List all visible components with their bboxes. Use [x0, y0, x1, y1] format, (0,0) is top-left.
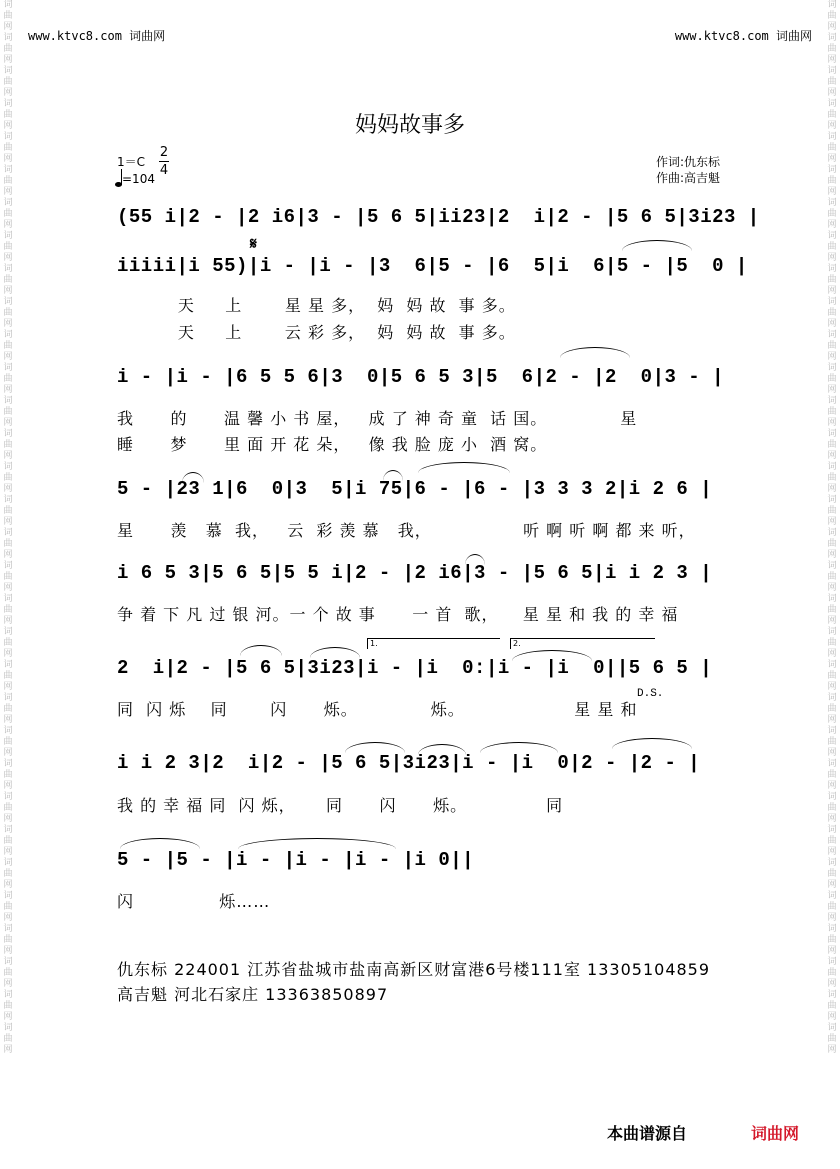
- slur: [418, 744, 466, 755]
- lyric-line-4: 争 着 下 凡 过 银 河。一 个 故 事 一 首 歌， 星 星 和 我 的 幸 福: [117, 605, 679, 624]
- slur: [418, 462, 510, 473]
- dal-segno-marking: D.S.: [637, 688, 664, 700]
- slur: [622, 240, 692, 251]
- footer-source-label: 本曲谱源自: [607, 1124, 688, 1143]
- lyricist-credit: 作词:仇东标: [656, 155, 721, 169]
- slur: [612, 738, 692, 749]
- slur: [512, 650, 592, 661]
- address-line-composer: 高吉魁 河北石家庄 13363850897: [117, 985, 389, 1004]
- slur: [383, 470, 403, 481]
- staff-line-7: i i 2 3|2 i|2 - |5 6 5|3i23|i - |i 0|2 - |2 - |: [117, 752, 701, 774]
- slur: [238, 838, 396, 849]
- staff-line-8: 5 - |5 - |i - |i - |i - |i 0||: [117, 849, 475, 871]
- footer-site-link[interactable]: 词曲网: [751, 1124, 800, 1143]
- slur: [310, 647, 360, 658]
- lyric-line-6: 我 的 幸 福 同 闪 烁， 同 闪 烁。 同: [117, 796, 564, 815]
- quarter-note-icon: [115, 182, 122, 187]
- time-signature-top: 2: [159, 145, 169, 160]
- lyric-line-3: 星 羡 慕 我， 云 彩 羡 慕 我， 听 啊 听 啊 都 来 听，: [117, 521, 696, 540]
- staff-line-1: (55 i|2 - |2 i6|3 - |5 6 5|ii23|2 i|2 - |5 6 5|3i23 |: [117, 206, 760, 228]
- volta-bracket-2: 2.: [510, 638, 655, 649]
- lyric-line-2b: 睡 梦 里 面 开 花 朵， 像 我 脸 庞 小 酒 窝。: [117, 435, 548, 454]
- side-watermark-right: 词曲网词曲网词曲网词曲网词曲网词曲网词曲网词曲网词曲网词曲网词曲网词曲网词曲网词曲网词曲网词曲网词曲网词曲网词曲网词曲网词曲网词曲网词曲网词曲网词曲网词曲网词曲网词曲网词曲网词曲网词曲网词曲网: [827, 0, 837, 1055]
- staff-line-6: 2 i|2 - |5 6 5|3i23|i - |i 0:|i - |i 0||5 6 5 |: [117, 657, 713, 679]
- staff-line-5: i 6 5 3|5 6 5|5 5 i|2 - |2 i6|3 - |5 6 5|i i 2 3 |: [117, 562, 713, 584]
- header-watermark-right: www.ktvc8.com 词曲网: [674, 29, 812, 43]
- slur: [465, 554, 485, 565]
- song-title: 妈妈故事多: [354, 113, 465, 138]
- slur: [240, 645, 282, 656]
- staff-line-3: i - |i - |6 5 5 6|3 0|5 6 5 3|5 6|2 - |2 0|3 - |: [117, 366, 724, 388]
- side-watermark-left: 词曲网词曲网词曲网词曲网词曲网词曲网词曲网词曲网词曲网词曲网词曲网词曲网词曲网词曲网词曲网词曲网词曲网词曲网词曲网词曲网词曲网词曲网词曲网词曲网词曲网词曲网词曲网词曲网词曲网词曲网词曲网词曲网: [3, 0, 13, 1055]
- tempo-marking: [115, 172, 155, 187]
- staff-line-2: iiiii|i 55)|i - |i - |3 6|5 - |6 5|i 6|5 - |5 0 |: [117, 255, 748, 277]
- key-signature: 1＝C: [117, 155, 146, 169]
- slur: [480, 742, 558, 753]
- slur: [182, 472, 204, 483]
- time-signature-bottom: 4: [159, 163, 169, 178]
- time-signature: [159, 145, 169, 178]
- slur: [120, 838, 200, 849]
- lyric-line-1b: 天 上 云 彩 多， 妈 妈 故 事 多。: [117, 323, 516, 342]
- lyric-line-1a: 天 上 星 星 多， 妈 妈 故 事 多。: [117, 296, 516, 315]
- lyric-line-2a: 我 的 温 馨 小 书 屋， 成 了 神 奇 童 话 国。 星: [117, 409, 638, 428]
- header-watermark-left: www.ktvc8.com 词曲网: [28, 29, 166, 43]
- address-line-lyricist: 仇东标 224001 江苏省盐城市盐南高新区财富港6号楼111室 13305104859: [117, 960, 711, 979]
- composer-credit: 作曲:高吉魁: [656, 171, 721, 185]
- staff-line-4: 5 - |23 1|6 0|3 5|i 75|6 - |6 - |3 3 3 2|i 2 6 |: [117, 478, 713, 500]
- time-signature-divider: [159, 161, 169, 162]
- volta-bracket-1: 1.: [367, 638, 500, 649]
- segno-icon: 𝄋: [250, 234, 257, 253]
- slur: [560, 347, 630, 358]
- slur: [345, 742, 405, 753]
- lyric-line-7: 闪 烁……: [117, 892, 271, 911]
- lyric-line-5: 同 闪 烁 同 闪 烁。 烁。 星 星 和: [117, 700, 638, 719]
- tempo-value: =104: [122, 172, 155, 186]
